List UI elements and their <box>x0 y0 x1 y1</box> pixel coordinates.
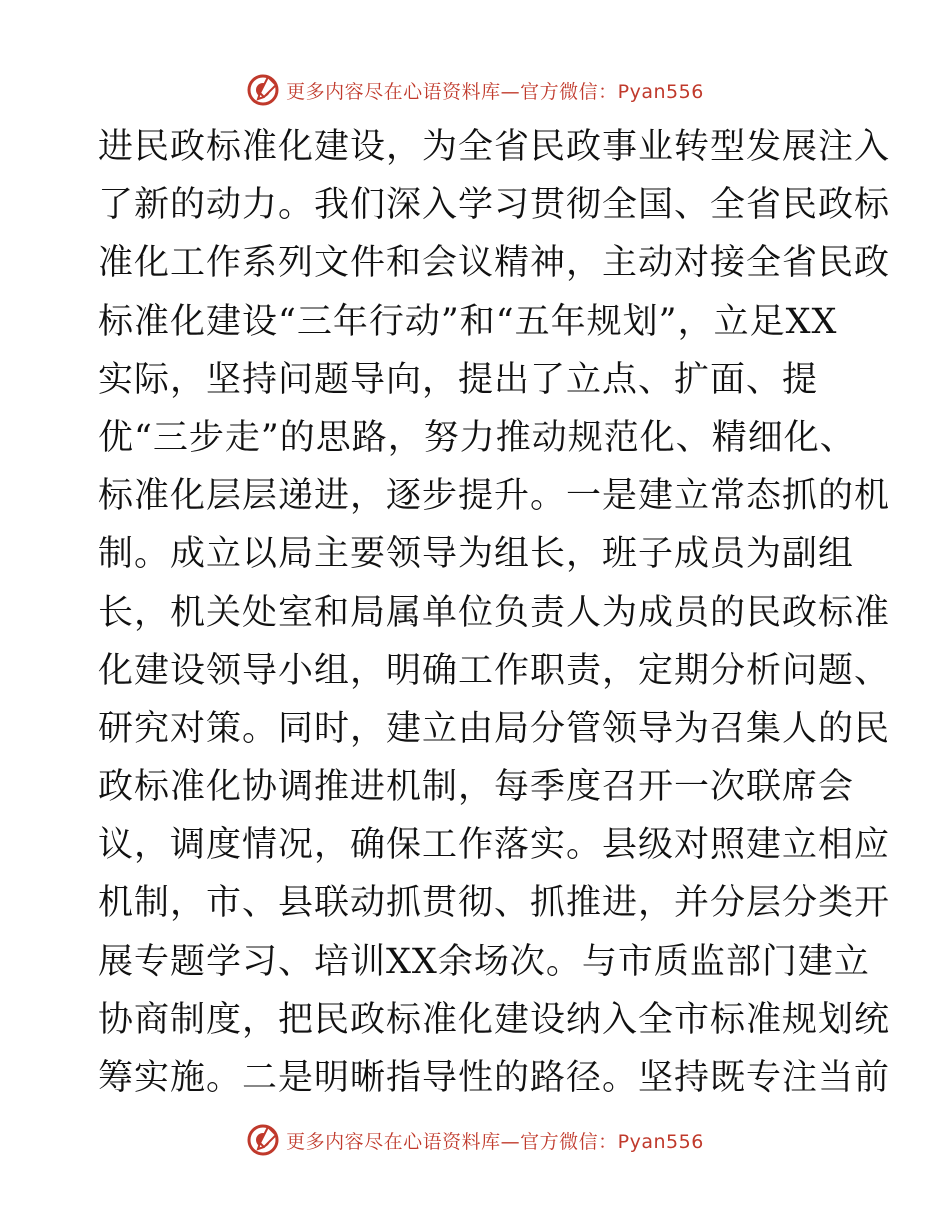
body-line: 化建设领导小组，明确工作职责，定期分析问题、 <box>98 650 891 691</box>
body-line: 议，调度情况，确保工作落实。县级对照建立相应 <box>98 825 891 866</box>
pen-logo-icon <box>246 73 280 107</box>
footer-banner <box>0 1120 950 1160</box>
footer-banner-text: 更多内容尽在心语资料库—官方微信：Pyan556 <box>286 1130 704 1153</box>
header-banner <box>0 70 950 110</box>
body-line: 进民政标准化建设，为全省民政事业转型发展注入 <box>98 127 891 167</box>
body-line: 政标准化协调推进机制，每季度召开一次联席会 <box>98 767 855 808</box>
body-line: 机制，市、县联动抓贯彻、抓推进，并分层分类开 <box>98 883 891 924</box>
body-line: 协商制度，把民政标准化建设纳入全市标准规划统 <box>98 999 891 1040</box>
body-line: 研究对策。同时，建立由局分管领导为召集人的民 <box>98 708 891 749</box>
body-line: 标准化建设“三年行动”和“五年规划”，立足XX <box>98 301 838 342</box>
document-body <box>98 118 891 1107</box>
header-banner-text: 更多内容尽在心语资料库—官方微信：Pyan556 <box>286 80 704 103</box>
body-line: 优“三步走”的思路，努力推动规范化、精细化、 <box>98 417 856 458</box>
body-line: 长，机关处室和局属单位负责人为成员的民政标准 <box>98 592 891 633</box>
body-line: 标准化层层递进，逐步提升。一是建立常态抓的机 <box>98 476 891 517</box>
body-line: 准化工作系列文件和会议精神，主动对接全省民政 <box>98 243 891 284</box>
body-line: 实际，坚持问题导向，提出了立点、扩面、提 <box>98 359 819 400</box>
body-line: 筹实施。二是明晰指导性的路径。坚持既专注当前 <box>98 1058 891 1098</box>
body-line: 了新的动力。我们深入学习贯彻全国、全省民政标 <box>98 185 891 226</box>
body-line: 制。成立以局主要领导为组长，班子成员为副组 <box>98 534 855 575</box>
pen-logo-icon <box>246 1123 280 1157</box>
body-line: 展专题学习、培训XX余场次。与市质监部门建立 <box>98 941 870 982</box>
